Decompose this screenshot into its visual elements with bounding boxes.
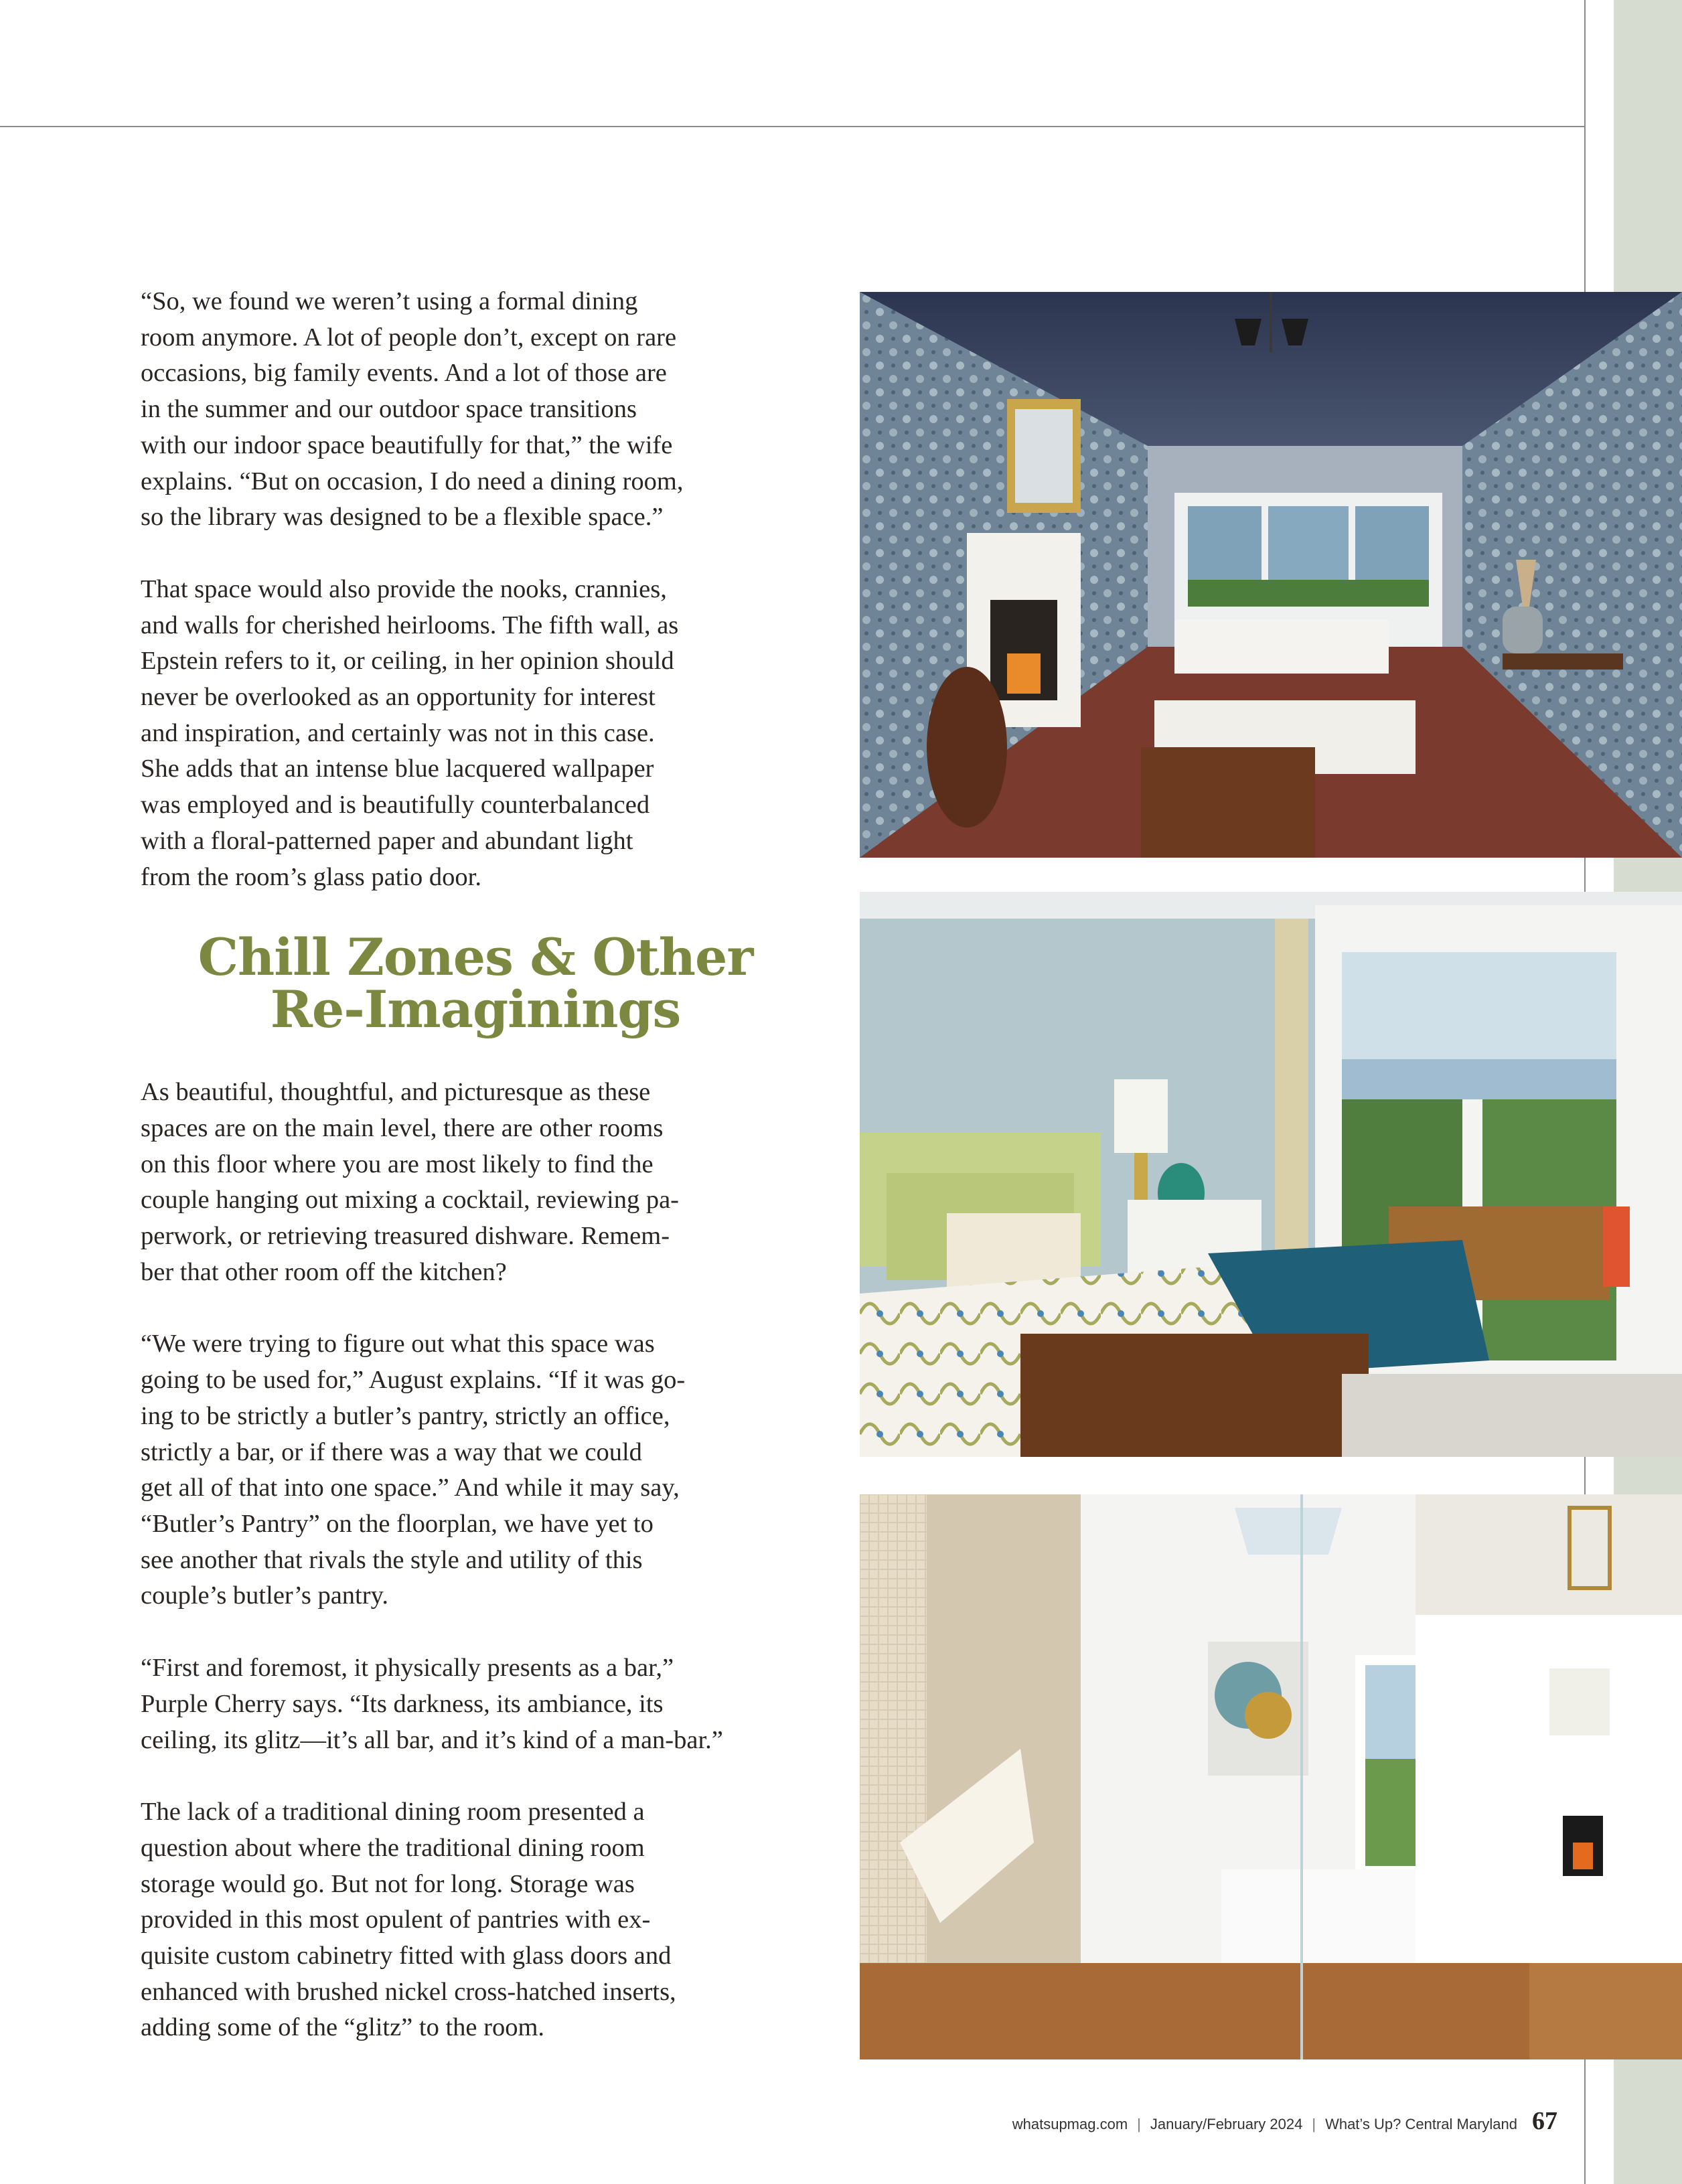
footer-magazine: What’s Up? Central Maryland	[1325, 2116, 1517, 2132]
article-paragraph: “So, we found we weren’t using a formal dining room anymore. A lot of people don’t, except on rare occasions, big family events. And a lot of those are in the summer and our outdoor space transitions with our indoor space beautifully for that,” the wife explains. “But on occasion, I do need a dining room, so the library was designed to be a flexible space.”	[141, 287, 684, 532]
article-paragraph: That space would also provide the nooks, crannies, and walls for cherished heirlooms. The fifth wall, as Epstein refers to it, or ceiling, in her opinion should never be overlooked as an opportunity for interest and inspiration, and certainly was not in this case. She adds that an intense blue lacquered wallpaper was employed and is beautifully counterbalanced with a floral-patterned paper and abundant light from the room’s glass patio door.	[141, 574, 679, 891]
page-footer	[1012, 2106, 1557, 2136]
article-paragraph: “We were trying to figure out what this space was going to be used for,” August explains. “If it was go- ing to be strictly a butler’s pantry, strictly an office, strictly a bar, or if there was a way that we could get all of that into one space.” And while it may say, “Butler’s Pantry” on the floorplan, we have yet to see another that rivals the style and utility of this couple’s butler’s pantry.	[141, 1330, 686, 1610]
bedroom-photo	[860, 892, 1682, 1457]
footer-separator: |	[1137, 2116, 1141, 2132]
bathroom-photo	[860, 1494, 1682, 2059]
article-paragraph: As beautiful, thoughtful, and picturesque as these spaces are on the main level, there are other rooms on this floor where you are most likely to find the couple hanging out mixing a cocktail, reviewing pa- perwork, or retrieving treasured dishware. Remem- ber that other room off the kitchen?	[141, 1078, 679, 1286]
header-rule	[0, 126, 1586, 127]
article-column	[141, 284, 817, 2082]
footer-separator: |	[1312, 2116, 1316, 2132]
article-paragraph: The lack of a traditional dining room presented a question about where the traditional dining room storage would go. But not for long. Storage was provided in this most opulent of pantries with ex- quisite custom cabinetry fitted with glass doors and enhanced with brushed nickel cross-hatched inserts, adding some of the “glitz” to the room.	[141, 1798, 676, 2042]
section-heading: Chill Zones & Other Re-Imaginings	[198, 927, 753, 1040]
footer-site: whatsupmag.com	[1012, 2116, 1128, 2132]
article-paragraph: “First and foremost, it physically presents as a bar,” Purple Cherry says. “Its darkness, its ambiance, its ceiling, its glitz—it’s all bar, and it’s kind of a man-bar.”	[141, 1654, 723, 1754]
footer-issue: January/February 2024	[1150, 2116, 1303, 2132]
library-photo	[860, 292, 1682, 858]
page-number: 67	[1532, 2107, 1557, 2135]
